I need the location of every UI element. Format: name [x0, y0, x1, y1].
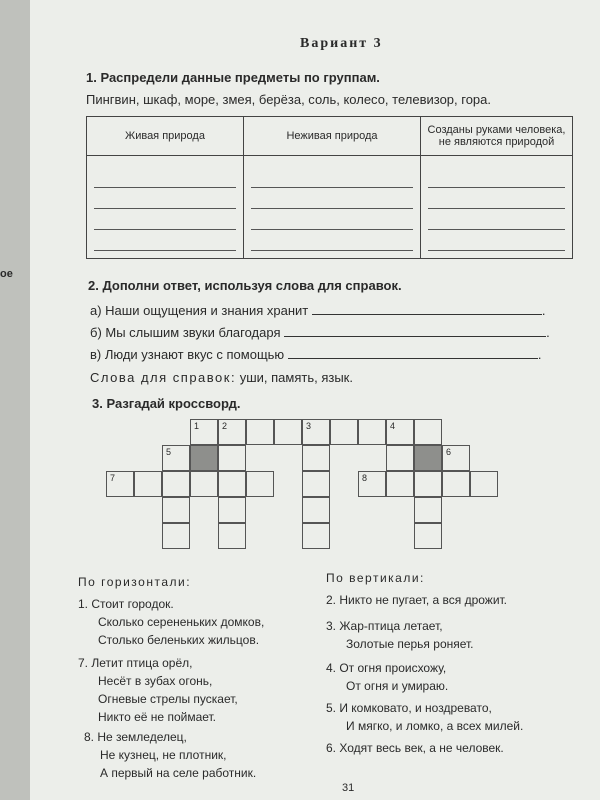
- fill-line-b-text: б) Мы слышим звуки благодаря: [90, 325, 281, 340]
- answer-blank-a[interactable]: [312, 302, 542, 315]
- clue-line: Сколько серененьких домков,: [98, 615, 265, 629]
- crossword-cell[interactable]: [190, 471, 218, 497]
- crossword-cell[interactable]: [442, 471, 470, 497]
- fill-line-a-text: а) Наши ощущения и знания хранит: [90, 303, 309, 318]
- fill-line-a: а) Наши ощущения и знания хранит .: [90, 303, 546, 318]
- crossword-cell[interactable]: [386, 445, 414, 471]
- task1-heading: 1. Распредели данные предметы по группам.: [86, 70, 380, 85]
- clue-line: Не кузнец, не плотник,: [100, 748, 227, 762]
- hint-line: [90, 370, 353, 385]
- crossword-cell-3[interactable]: 3: [302, 419, 330, 445]
- answer-blank-b[interactable]: [284, 324, 546, 337]
- task3-heading: 3. Разгадай кроссворд.: [92, 396, 241, 411]
- answer-cell-living[interactable]: [87, 156, 244, 259]
- clue-line: 7. Летит птица орёл,: [78, 656, 193, 670]
- clue-line: Огневые стрелы пускает,: [98, 692, 238, 706]
- fill-line-c: в) Люди узнают вкус с помощью .: [90, 347, 542, 362]
- hint-words: уши, память, язык.: [239, 370, 353, 385]
- col-nonliving: Неживая природа: [244, 117, 421, 156]
- clue-line: Никто её не поймает.: [98, 710, 217, 724]
- crossword-cell[interactable]: [302, 471, 330, 497]
- crossword-cell[interactable]: [218, 471, 246, 497]
- page-number: 31: [342, 782, 355, 794]
- clue-line: Несёт в зубах огонь,: [98, 674, 213, 688]
- col-manmade: Созданы руками человека, не являются природой: [421, 117, 573, 156]
- clue-line: 6. Ходят весь век, а не человек.: [326, 741, 504, 755]
- crossword-cell[interactable]: [414, 523, 442, 549]
- task2-heading: 2. Дополни ответ, используя слова для справок.: [88, 278, 402, 293]
- crossword-cell-5[interactable]: 5: [162, 445, 190, 471]
- vertical-clue-5: [326, 699, 523, 735]
- crossword-cell[interactable]: [302, 497, 330, 523]
- crossword-cell-7[interactable]: 7: [106, 471, 134, 497]
- vertical-clue-4: [326, 659, 448, 695]
- horizontal-clue-7: [78, 654, 238, 726]
- crossword-cell[interactable]: [414, 419, 442, 445]
- worksheet-page: [30, 0, 600, 800]
- crossword-cell[interactable]: [162, 523, 190, 549]
- crossword-shaded-cell: [190, 445, 218, 471]
- crossword-cell-1[interactable]: 1: [190, 419, 218, 445]
- fill-line-b: б) Мы слышим звуки благодаря .: [90, 325, 550, 340]
- crossword-cell[interactable]: [218, 445, 246, 471]
- crossword-cell-4[interactable]: 4: [386, 419, 414, 445]
- crossword-cell-8[interactable]: 8: [358, 471, 386, 497]
- clue-line: Золотые перья роняет.: [346, 637, 474, 651]
- crossword-cell[interactable]: [414, 497, 442, 523]
- horizontal-title: По горизонтали:: [78, 575, 192, 589]
- crossword-cell[interactable]: [302, 445, 330, 471]
- facing-page-edge: [0, 0, 30, 800]
- crossword-cell[interactable]: [246, 471, 274, 497]
- crossword-cell[interactable]: [274, 419, 302, 445]
- crossword-cell[interactable]: [218, 497, 246, 523]
- answer-blank-c[interactable]: [288, 346, 538, 359]
- crossword-cell[interactable]: [470, 471, 498, 497]
- clue-line: А первый на селе работник.: [100, 766, 257, 780]
- page-title: Вариант 3: [300, 36, 383, 51]
- crossword-cell[interactable]: [386, 471, 414, 497]
- fill-line-c-text: в) Люди узнают вкус с помощью: [90, 347, 285, 362]
- crossword-shaded-cell: [414, 445, 442, 471]
- crossword-cell[interactable]: [302, 523, 330, 549]
- col-living: Живая природа: [87, 117, 244, 156]
- answer-cell-nonliving[interactable]: [244, 156, 421, 259]
- clue-line: Столько беленьких жильцов.: [98, 633, 260, 647]
- task1-items: Пингвин, шкаф, море, змея, берёза, соль, колесо, телевизор, гора.: [86, 92, 492, 107]
- clue-line: 5. И комковато, и ноздревато,: [326, 701, 492, 715]
- crossword-cell-6[interactable]: 6: [442, 445, 470, 471]
- vertical-clue-2: [326, 591, 507, 609]
- vertical-clue-3: [326, 617, 474, 653]
- crossword-cell[interactable]: [162, 471, 190, 497]
- clue-line: От огня и умираю.: [346, 679, 449, 693]
- groups-table: [86, 116, 573, 259]
- crossword-cell[interactable]: [134, 471, 162, 497]
- horizontal-clue-8: [84, 728, 256, 782]
- clue-line: И мягко, и ломко, а всех милей.: [346, 719, 524, 733]
- crossword-cell-2[interactable]: 2: [218, 419, 246, 445]
- facing-page-fragment: ое: [0, 268, 13, 280]
- crossword-cell[interactable]: [246, 419, 274, 445]
- vertical-title: По вертикали:: [326, 571, 425, 585]
- vertical-clue-6: [326, 739, 504, 757]
- crossword-cell[interactable]: [218, 523, 246, 549]
- crossword-cell[interactable]: [330, 419, 358, 445]
- clue-line: 3. Жар-птица летает,: [326, 619, 443, 633]
- crossword-cell[interactable]: [414, 471, 442, 497]
- hint-label: Слова для справок:: [90, 370, 237, 385]
- crossword-cell[interactable]: [162, 497, 190, 523]
- clue-line: 1. Стоит городок.: [78, 597, 174, 611]
- clue-line: 8. Не земледелец,: [84, 730, 187, 744]
- clue-line: 2. Никто не пугает, а вся дрожит.: [326, 593, 508, 607]
- horizontal-clue-1: [78, 595, 264, 649]
- clue-line: 4. От огня происхожу,: [326, 661, 447, 675]
- crossword-cell[interactable]: [358, 419, 386, 445]
- answer-cell-manmade[interactable]: [421, 156, 573, 259]
